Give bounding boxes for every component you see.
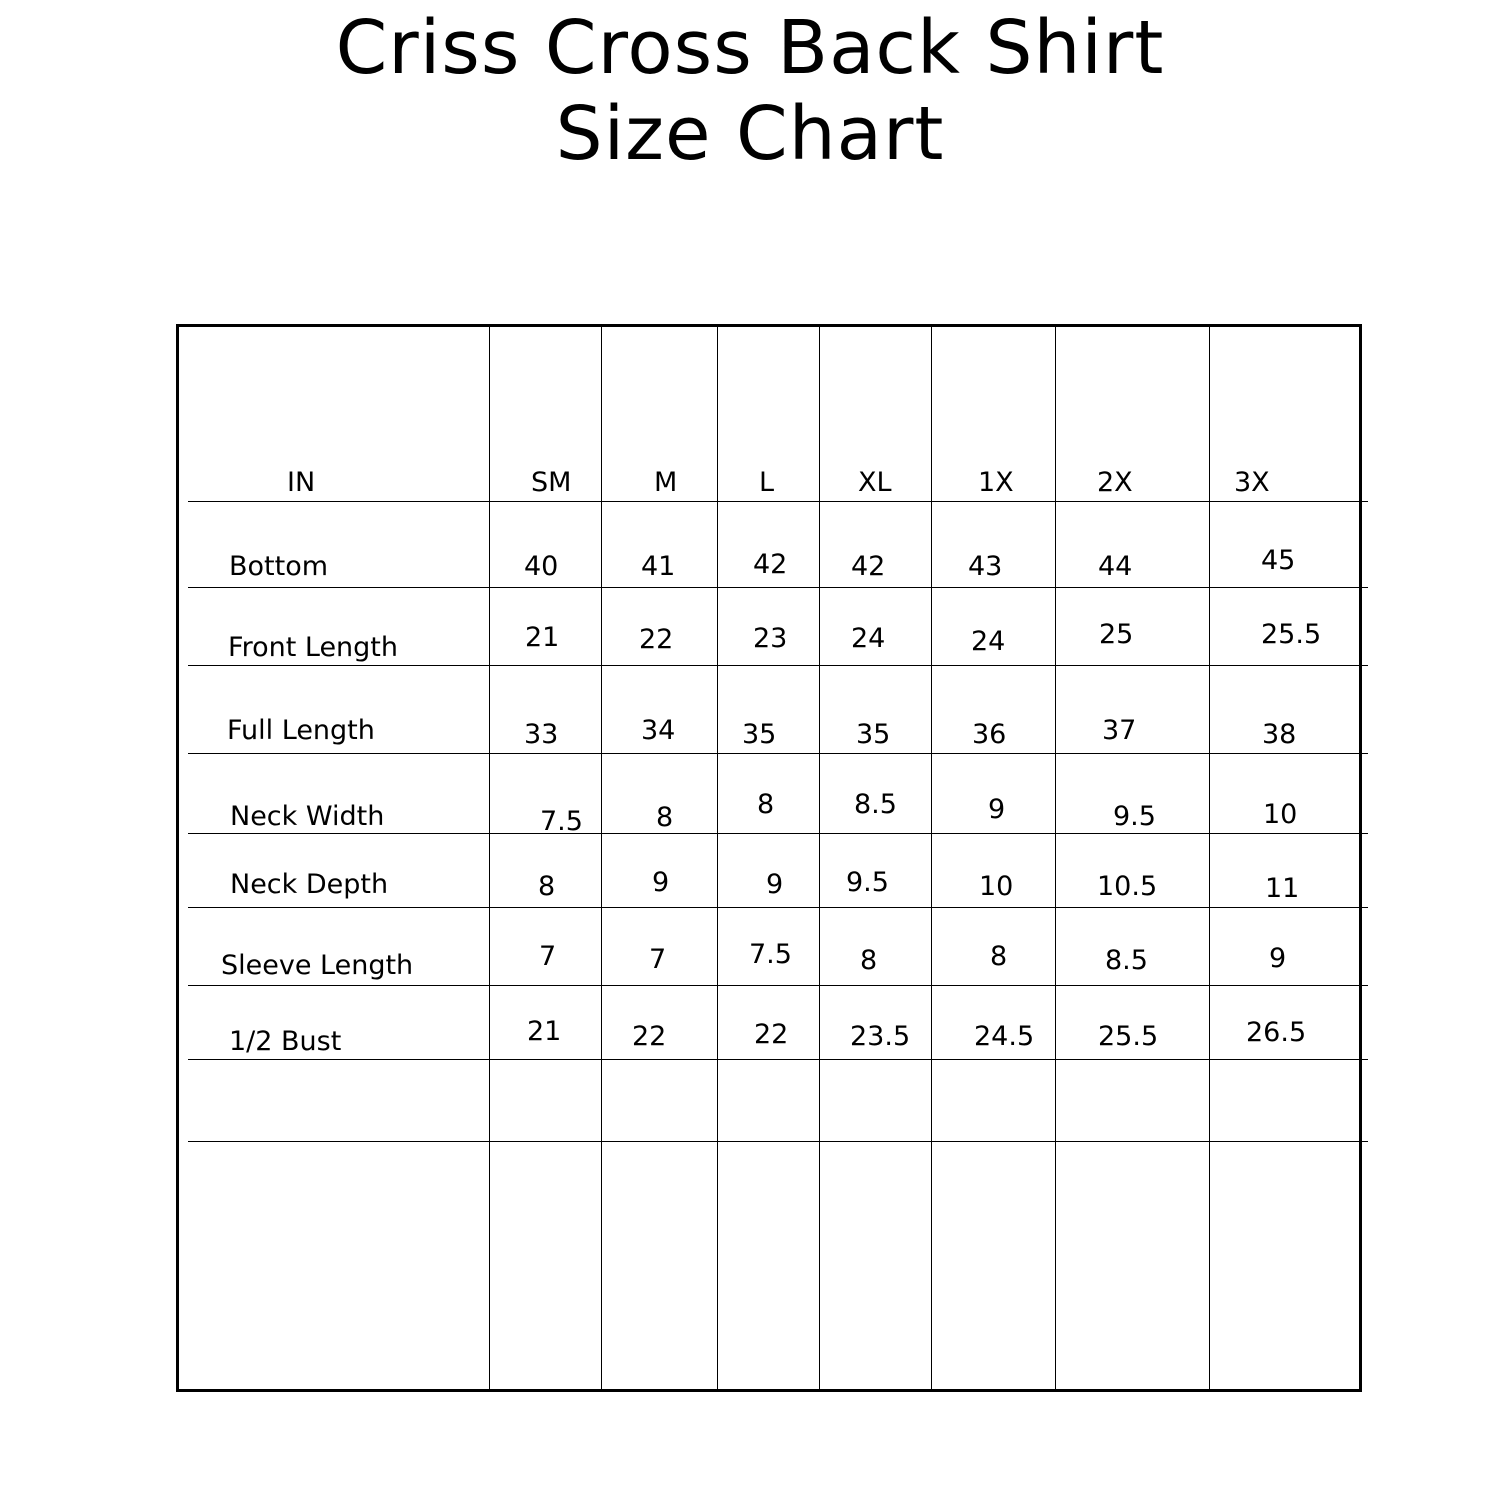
table-cell: 25.5	[1261, 619, 1322, 650]
table-cell: 10.5	[1097, 871, 1158, 902]
table-cell: 10	[1263, 799, 1298, 830]
row-divider	[188, 833, 1368, 834]
row-label: 1/2 Bust	[229, 1026, 342, 1057]
table-cell: 7.5	[540, 806, 583, 837]
table-cell: 34	[641, 715, 676, 746]
table-cell: 8	[656, 802, 674, 833]
table-cell: 45	[1261, 545, 1296, 576]
table-cell: 42	[753, 549, 788, 580]
size-header-3x: 3X	[1234, 467, 1270, 498]
table-cell: 37	[1102, 715, 1137, 746]
table-cell: 21	[525, 622, 560, 653]
table-cell: 8.5	[854, 789, 897, 820]
row-label: Full Length	[227, 715, 375, 746]
table-cell: 9.5	[846, 867, 889, 898]
row-divider	[188, 665, 1368, 666]
row-divider	[188, 587, 1368, 588]
table-cell: 22	[639, 624, 674, 655]
size-header-sm: SM	[531, 467, 572, 498]
table-cell: 44	[1098, 551, 1133, 582]
row-label: Bottom	[229, 551, 329, 582]
size-header-xl: XL	[858, 467, 892, 498]
table-cell: 25.5	[1098, 1021, 1159, 1052]
table-cell: 9	[652, 867, 670, 898]
table-cell: 7	[649, 944, 667, 975]
table-cell: 42	[851, 551, 886, 582]
column-divider	[717, 324, 718, 1390]
row-label: Sleeve Length	[221, 950, 414, 981]
table-cell: 25	[1099, 619, 1134, 650]
size-header-2x: 2X	[1097, 467, 1133, 498]
size-header-l: L	[759, 467, 775, 498]
table-cell: 24.5	[974, 1021, 1035, 1052]
table-cell: 7	[539, 941, 557, 972]
row-label: Neck Depth	[230, 869, 389, 900]
size-header-1x: 1X	[978, 467, 1014, 498]
table-cell: 36	[972, 719, 1007, 750]
table-cell: 35	[742, 719, 777, 750]
table-cell: 38	[1262, 719, 1297, 750]
table-cell: 9	[1269, 943, 1287, 974]
table-cell: 41	[641, 551, 676, 582]
table-cell: 24	[851, 623, 886, 654]
column-divider	[1209, 324, 1210, 1390]
row-divider	[188, 501, 1368, 502]
row-label: Front Length	[228, 632, 399, 663]
row-divider	[188, 1141, 1368, 1142]
table-cell: 40	[524, 551, 559, 582]
table-cell: 8	[860, 945, 878, 976]
table-cell: 11	[1265, 873, 1300, 904]
chart-title-line1: Criss Cross Back Shirt	[335, 5, 1165, 91]
column-divider	[1055, 324, 1056, 1390]
table-cell: 9	[766, 869, 784, 900]
table-cell: 23	[753, 623, 788, 654]
column-divider	[819, 324, 820, 1390]
table-cell: 26.5	[1246, 1017, 1307, 1048]
table-cell: 8.5	[1105, 945, 1148, 976]
unit-header: IN	[287, 467, 316, 498]
table-cell: 8	[757, 789, 775, 820]
table-cell: 7.5	[749, 939, 792, 970]
size-header-m: M	[654, 467, 678, 498]
table-cell: 8	[990, 941, 1008, 972]
table-cell: 21	[527, 1016, 562, 1047]
table-cell: 43	[968, 551, 1003, 582]
table-cell: 9	[988, 794, 1006, 825]
row-divider	[188, 1059, 1368, 1060]
table-cell: 9.5	[1113, 801, 1156, 832]
column-divider	[601, 324, 602, 1390]
row-divider	[188, 907, 1368, 908]
row-label: Neck Width	[230, 801, 385, 832]
table-cell: 8	[538, 871, 556, 902]
column-divider	[931, 324, 932, 1390]
table-cell: 23.5	[850, 1021, 911, 1052]
chart-title-line2: Size Chart	[555, 91, 945, 177]
table-cell: 22	[632, 1021, 667, 1052]
row-divider	[188, 753, 1368, 754]
table-cell: 33	[524, 719, 559, 750]
row-divider	[188, 985, 1368, 986]
table-cell: 10	[979, 871, 1014, 902]
table-cell: 24	[971, 626, 1006, 657]
table-cell: 22	[754, 1019, 789, 1050]
table-cell: 35	[856, 719, 891, 750]
column-divider	[489, 324, 490, 1390]
